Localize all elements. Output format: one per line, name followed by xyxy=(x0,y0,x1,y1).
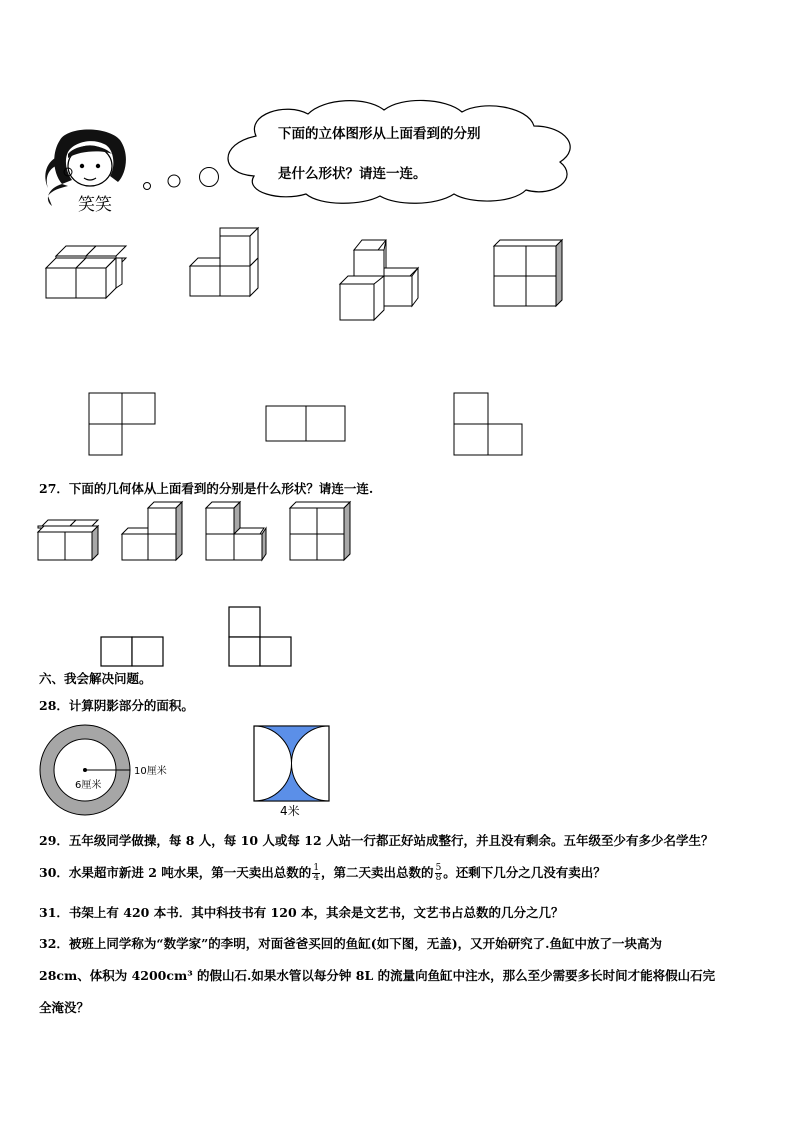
q27-solid-2 xyxy=(120,500,186,566)
frac2-numerator: 5 xyxy=(435,863,442,873)
q32-line2: 28cm、体积为 4200cm³ 的假山石.如果水管以每分钟 8L 的流量向鱼缸中注水，那么至少需要多长时间才能将假山石完 xyxy=(39,968,716,983)
q30-part2: ，第二天卖出总数的 xyxy=(321,865,434,880)
q28-square-figure xyxy=(253,725,333,805)
speech-bubble xyxy=(216,96,586,206)
q27-solid-3 xyxy=(204,500,270,566)
intro-view-1 xyxy=(88,392,158,456)
q30-part1: 30．水果超市新进 2 吨水果，第一天卖出总数的 xyxy=(39,865,312,880)
speech-text-line2: 是什么形状？请连一连。 xyxy=(278,166,427,182)
character-name: 笑笑 xyxy=(78,195,112,215)
q31-text: 31．书架上有 420 本书．其中科技书有 120 本，其余是文艺书，文艺书占总数的几分之几？ xyxy=(39,905,564,920)
q27-solid-1 xyxy=(36,518,102,578)
fraction-five-eighths xyxy=(435,864,443,883)
intro-view-3 xyxy=(453,392,525,456)
intro-solid-2 xyxy=(188,226,268,306)
q30-part3: 。还剩下几分之几没有卖出？ xyxy=(443,865,606,880)
q30-text xyxy=(39,864,606,883)
intro-solid-1 xyxy=(42,244,132,304)
square-side-label: 4米 xyxy=(280,804,300,818)
q28-ring-figure xyxy=(38,724,138,820)
speech-text-line1: 下面的立体图形从上面看到的分别 xyxy=(278,126,481,142)
frac1-numerator: 1 xyxy=(313,863,320,873)
q27-solid-4 xyxy=(288,500,354,566)
section6-heading: 六、我会解决问题。 xyxy=(39,671,152,686)
q27-text: 27．下面的几何体从上面看到的分别是什么形状？请连一连. xyxy=(39,481,374,496)
frac2-denominator: 8 xyxy=(435,873,442,883)
q32-line1: 32．被班上同学称为“数学家”的李明，对面爸爸买回的鱼缸(如下图，无盖)，又开始研究了.鱼缸中放了一块高为 xyxy=(39,936,662,951)
q32-line3: 全淹没？ xyxy=(39,1000,90,1015)
fraction-one-quarter xyxy=(312,864,320,883)
q29-text: 29．五年级同学做操，每 8 人，每 10 人或每 12 人站一行都正好站成整行，并且没有剩余。五年级至少有多少名学生？ xyxy=(39,833,714,848)
frac1-denominator: 4 xyxy=(313,873,320,883)
thought-dots xyxy=(138,164,228,204)
intro-solid-4 xyxy=(490,236,570,312)
ring-outer-label: 10厘米 xyxy=(134,766,167,777)
q27-view-1 xyxy=(100,636,166,668)
intro-view-2 xyxy=(265,405,347,443)
q28-text: 28．计算阴影部分的面积。 xyxy=(39,698,194,713)
ring-inner-label: 6厘米 xyxy=(75,780,102,791)
q27-view-2 xyxy=(228,606,294,668)
intro-solid-3 xyxy=(338,238,428,328)
